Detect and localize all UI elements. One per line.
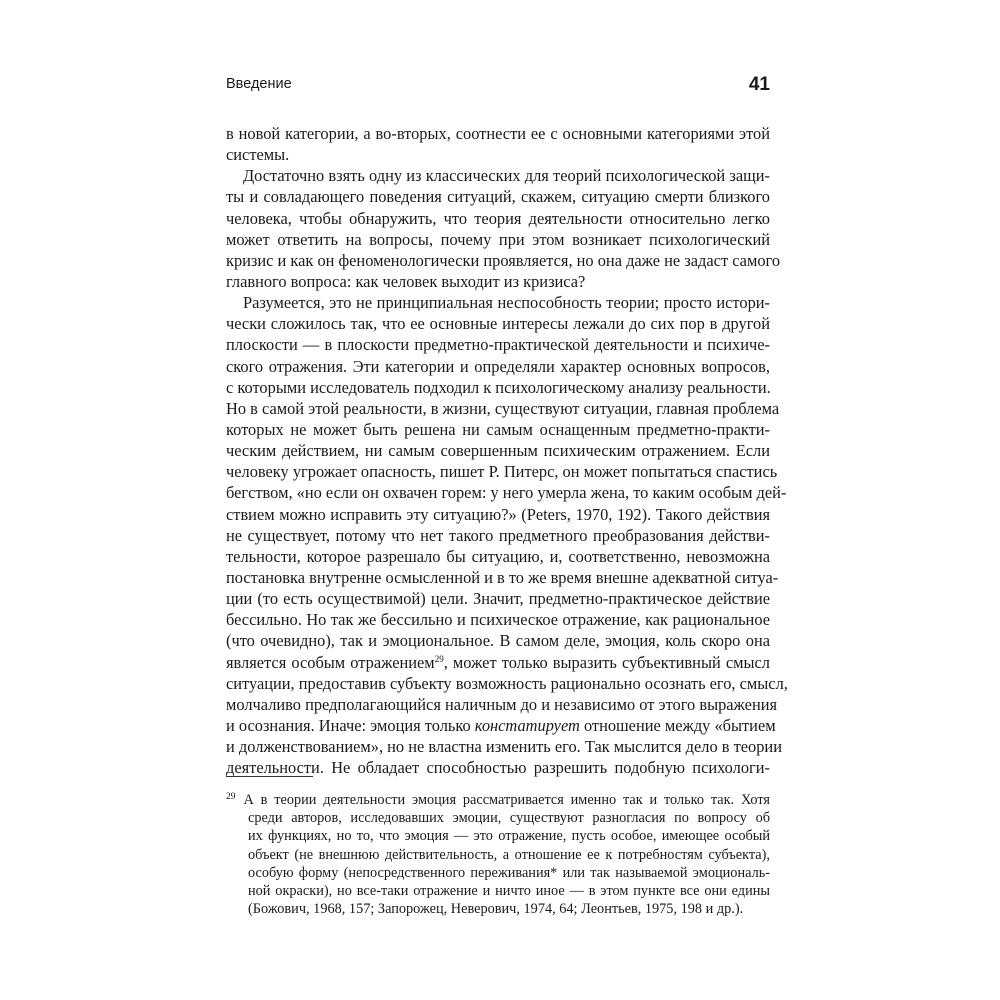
text-line: деятельности. Не обладает способностью разрешить подобную психологи- [226, 758, 770, 778]
footnote-line: (Божович, 1968, 157; Запорожец, Неверович, 1974, 64; Леонтьев, 1975, 198 и др.). [248, 901, 744, 918]
text-line: не существует, потому что нет такого предметного преобразования действи- [226, 525, 770, 545]
text-line: с которыми исследователь подходил к психологическому анализу реальности. [226, 377, 771, 397]
main-text [226, 123, 788, 778]
text-line: чески сложилось так, что ее основные интересы лежали до сих пор в другой [226, 314, 770, 334]
footnote-rule [226, 776, 313, 777]
footnote-ref[interactable]: 29 [434, 653, 444, 664]
text-line: ты и совладающего поведения ситуаций, скажем, ситуацию смерти близкого [226, 187, 770, 207]
text-line: ского отражения. Эти категории и определяли характер основных вопросов, [226, 356, 770, 376]
text-line: ции (то есть осуществимой) цели. Значит, предметно-практическое действие [226, 589, 770, 609]
text-line: постановка внутренне осмысленной и в то же время внешне адекватной ситуа- [226, 567, 779, 587]
text-line: кризис и как он феноменологически проявляется, но она даже не задаст самого [226, 250, 781, 270]
footnote-line: особую форму (непосредственного переживания* или так называемой эмоциональ- [248, 864, 770, 881]
text-line: человека, чтобы обнаружить, что теория деятельности относительно легко [226, 208, 770, 228]
text-line: плоскости — в плоскости предметно-практической деятельности и психиче- [226, 335, 770, 355]
text-line: главного вопроса: как человек выходит из кризиса? [226, 271, 586, 291]
text-line: (что очевидно), так и эмоциональное. В самом деле, эмоция, коль скоро она [226, 631, 770, 651]
text-line: тельности, которое разрешало бы ситуацию, и, соответственно, невозможна [226, 546, 770, 566]
footnote [226, 791, 770, 918]
text-line [226, 652, 770, 673]
footnote-line: их функциях, но то, что эмоция — это отражение, пусть особое, имеющее особый [248, 828, 770, 845]
text-fragment: отношение между «бытием [579, 715, 776, 735]
text-fragment: и осознания. Иначе: эмоция только [226, 715, 475, 735]
text-line: может ответить на вопросы, почему при этом возникает психологический [226, 229, 770, 249]
text-line: системы. [226, 145, 290, 165]
footnote-line [226, 791, 770, 809]
text-line: Но в самой этой реальности, в жизни, существуют ситуации, главная проблема [226, 398, 780, 418]
footnote-line: объект (не внешнюю действительность, а отношение ее к потребностям субъекта), [248, 846, 770, 863]
text-line: человеку угрожает опасность, пишет Р. Питерс, он может попытаться спастись [226, 462, 778, 482]
text-line: Достаточно взять одну из классических для теорий психологической защи- [243, 166, 770, 186]
text-line: в новой категории, а во-вторых, соотнести ее с основными категориями этой [226, 124, 770, 143]
italic-term: констатирует [474, 715, 580, 735]
page-header [226, 74, 770, 98]
running-head: Введение [226, 76, 292, 92]
text-line [226, 715, 776, 736]
text-line: бегством, «но если он охвачен горем: у него умерла жена, то каким особым дей- [226, 483, 787, 503]
text-fragment: , может только выразить субъективный смысл [443, 652, 770, 672]
footnote-line: ной окраски), но все-таки отражение и ничто иное — в этом пункте все они едины [248, 882, 770, 899]
footnote-line: среди авторов, исследовавших эмоции, существуют разногласия по вопросу об [248, 810, 770, 827]
text-fragment: А в теории деятельности эмоция рассматривается именно так и только так. Хотя [243, 792, 770, 808]
text-line: молчаливо предполагающийся наличным до и независимо от этого выражения [226, 694, 778, 714]
text-line: ческим действием, ни самым совершенным психическим отражением. Если [226, 441, 770, 461]
text-line: ситуации, предоставив субъекту возможность рационально осознать его, смысл, [226, 673, 788, 693]
footnote-number: 29 [226, 792, 236, 802]
text-line: ствием можно исправить эту ситуацию?» (Peters, 1970, 192). Такого действия [226, 504, 770, 524]
text-line: Разумеется, это не принципиальная неспособность теории; просто истори- [243, 293, 770, 313]
text-line: которых не может быть решена ни самым оснащенным предметно-практи- [226, 419, 770, 439]
text-line: и долженствованием», но не властна изменить его. Так мыслится дело в теории [226, 737, 782, 757]
page-number: 41 [748, 74, 770, 95]
text-fragment: является особым отражением [226, 652, 435, 672]
text-line: бессильно. Но так же бессильно и психическое отражение, как рациональное [226, 610, 770, 630]
